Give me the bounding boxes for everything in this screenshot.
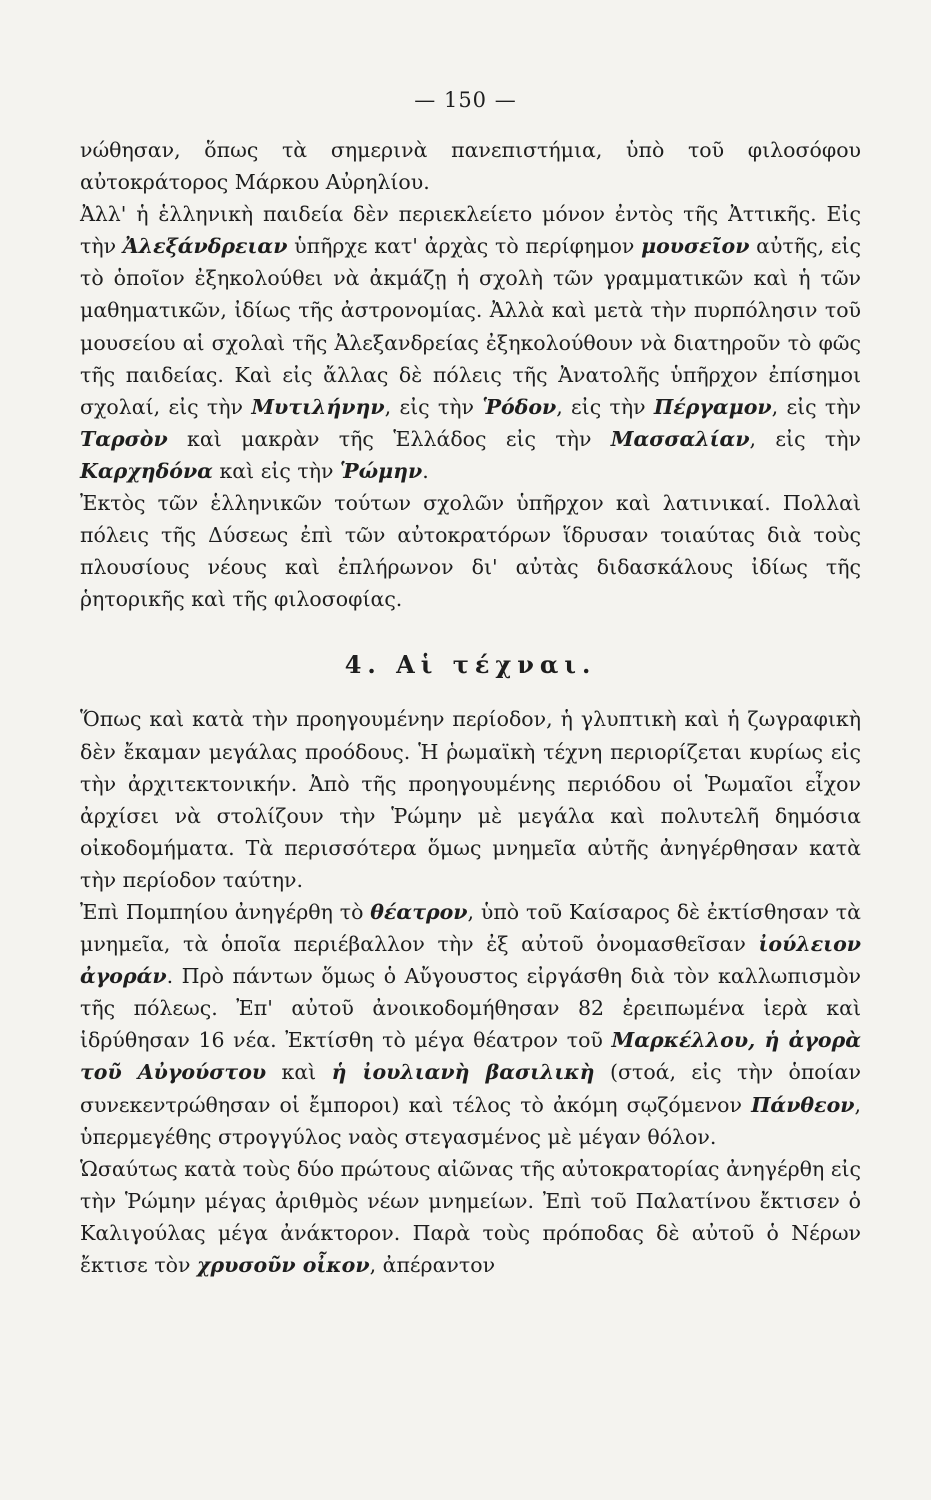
page-body bbox=[80, 134, 861, 1281]
text-run: καὶ μακρὰν τῆς Ἑλλάδος εἰς τὴν bbox=[167, 426, 611, 451]
text-run: καὶ bbox=[266, 1060, 332, 1085]
paragraph bbox=[80, 896, 861, 1153]
text-run: , εἰς τὴν bbox=[384, 394, 483, 419]
text-run: , ὑπερμεγέθης στρογγύλος ναὸς στεγασμένος μὲ μέγαν θόλον. bbox=[80, 1092, 861, 1149]
text-run: Ἐπὶ Πομπηίου ἀνηγέρθη τὸ bbox=[80, 899, 371, 924]
paragraph bbox=[80, 1153, 861, 1281]
text-run: , ὑπὸ τοῦ Καίσαρος δὲ ἐκτίσθησαν τὰ μνημεῖα, τὰ ὁποῖα περιέβαλλον τὴν ἐξ αὐτοῦ ὀνομασθεῖσαν bbox=[80, 899, 861, 957]
emphasized-term: θέατρον bbox=[370, 899, 468, 924]
emphasized-term: ἡ ἰουλιανὴ βασιλικὴ bbox=[331, 1060, 595, 1085]
emphasized-term: Μαρκέλλου, ἡ ἀγορὰ τοῦ Αὐγούστου bbox=[80, 1028, 861, 1085]
emphasized-term: Πέργαμον bbox=[653, 394, 772, 419]
emphasized-term: Ῥώμην bbox=[339, 458, 423, 483]
text-run: Ὅπως καὶ κατὰ τὴν προηγουμένην περίοδον, ἡ γλυπτικὴ καὶ ἡ ζωγραφικὴ δὲν ἔκαμαν μεγάλας προόδους. Ἡ ῥωμαϊκὴ τέχνη περιορίζεται κυρίως εἰς τὴν ἀρχιτεκτονικήν. Ἀπὸ τῆς προηγουμένης περιόδου οἱ Ῥωμαῖοι εἶχον ἀρχίσει νὰ στολίζουν τὴν Ῥώμην μὲ μεγάλα καὶ πολυτελῆ δημόσια οἰκοδομήματα. Τὰ περισσότερα ὅμως μνημεῖα αὐτῆς ἀνηγέρθησαν κατὰ τὴν περίοδον ταύτην. bbox=[80, 707, 861, 892]
emphasized-term: Μασσαλίαν bbox=[610, 426, 750, 451]
text-run: νώθησαν, ὅπως τὰ σημερινὰ πανεπιστήμια, ὑπὸ τοῦ φιλοσόφου αὐτοκράτορος Μάρκου Αὐρηλίου. bbox=[80, 138, 861, 195]
text-run: Ἐκτὸς τῶν ἑλληνικῶν τούτων σχολῶν ὑπῆρχον καὶ λατινικαί. Πολλαὶ πόλεις τῆς Δύσεως ἐπὶ τῶν αὐτοκρατόρων ἵδρυσαν τοιαύτας διὰ τοὺς πλουσίους νέους καὶ ἐπλήρωνον δι' αὐτὰς διδασκάλους ἰδίως τῆς ῥητορικῆς καὶ τῆς φιλοσοφίας. bbox=[80, 491, 861, 612]
paragraph bbox=[80, 198, 861, 487]
text-run: , εἰς τὴν bbox=[771, 394, 861, 419]
emphasized-term: Μυτιλήνην bbox=[251, 394, 385, 419]
emphasized-term: Πάνθεον bbox=[751, 1092, 855, 1117]
emphasized-term: Καρχηδόνα bbox=[80, 458, 213, 483]
text-run: ὑπῆρχε κατ' ἀρχὰς τὸ περίφημον bbox=[287, 234, 642, 259]
text-run: Ὡσαύτως κατὰ τοὺς δύο πρώτους αἰῶνας τῆς αὐτοκρατορίας ἀνηγέρθη εἰς τὴν Ῥώμην μέγας ἀριθμὸς νέων μνημείων. Ἐπὶ τοῦ Παλατίνου ἔκτισεν ὁ Καλιγούλας μέγα ἀνάκτορον. Παρὰ τοὺς πρόποδας δὲ αὐτοῦ ὁ Νέρων ἔκτισε τὸν bbox=[80, 1156, 861, 1277]
paragraph bbox=[80, 703, 861, 896]
paragraph bbox=[80, 487, 861, 615]
text-run: , εἰς τὴν bbox=[556, 394, 654, 419]
text-run: (στοά, εἰς τὴν ὁποίαν συνεκεντρώθησαν οἱ ἔμποροι) καὶ τέλος τὸ ἀκόμη σῳζόμενον bbox=[80, 1060, 861, 1117]
emphasized-term: χρυσοῦν οἶκον bbox=[196, 1253, 370, 1277]
emphasized-term: ἰούλειον ἀγοράν bbox=[80, 932, 861, 989]
section-education bbox=[80, 134, 861, 615]
text-run: αὐτῆς, εἰς τὸ ὁποῖον ἐξηκολούθει νὰ ἀκμάζῃ ἡ σχολὴ τῶν γραμματικῶν καὶ ἡ τῶν μαθηματικῶν, ἰδίως τῆς ἀστρονομίας. Ἀλλὰ καὶ μετὰ τὴν πυρπόλησιν τοῦ μουσείου αἱ σχολαὶ τῆς Ἀλεξανδρείας ἐξηκολούθουν νὰ διατηροῦν τὸ φῶς τῆς παιδείας. Καὶ εἰς ἄλλας δὲ πόλεις τῆς Ἀνατολῆς ὑπῆρχον ἐπίσημοι σχολαί, εἰς τὴν bbox=[80, 234, 861, 419]
paragraph bbox=[80, 134, 861, 198]
emphasized-term: Ἀλεξάνδρειαν bbox=[122, 234, 288, 259]
emphasized-term: Ῥόδον bbox=[482, 394, 557, 419]
text-run: καὶ εἰς τὴν bbox=[212, 458, 340, 483]
page-number: — 150 — bbox=[414, 88, 517, 112]
emphasized-term: Ταρσὸν bbox=[80, 426, 168, 451]
emphasized-term: μουσεῖον bbox=[641, 234, 750, 259]
text-run: . Πρὸ πάντων ὅμως ὁ Αὔγουστος εἰργάσθη διὰ τὸν καλλωπισμὸν τῆς πόλεως. Ἐπ' αὐτοῦ ἀνοικοδομήθησαν 82 ἐρειπωμένα ἱερὰ καὶ ἱδρύθησαν 16 νέα. Ἐκτίσθη τὸ μέγα θέατρον τοῦ bbox=[80, 964, 861, 1053]
text-run: , εἰς τὴν bbox=[749, 426, 861, 451]
section-heading: 4. Αἱ τέχναι. bbox=[344, 650, 597, 680]
text-run: . bbox=[422, 458, 429, 483]
section-arts bbox=[80, 703, 861, 1281]
text-run: , ἀπέραντον bbox=[369, 1253, 496, 1277]
text-run: Ἀλλ' ἡ ἑλληνικὴ παιδεία δὲν περιεκλείετο μόνον ἐντὸς τῆς Ἀττικῆς. Εἰς τὴν bbox=[80, 202, 861, 259]
